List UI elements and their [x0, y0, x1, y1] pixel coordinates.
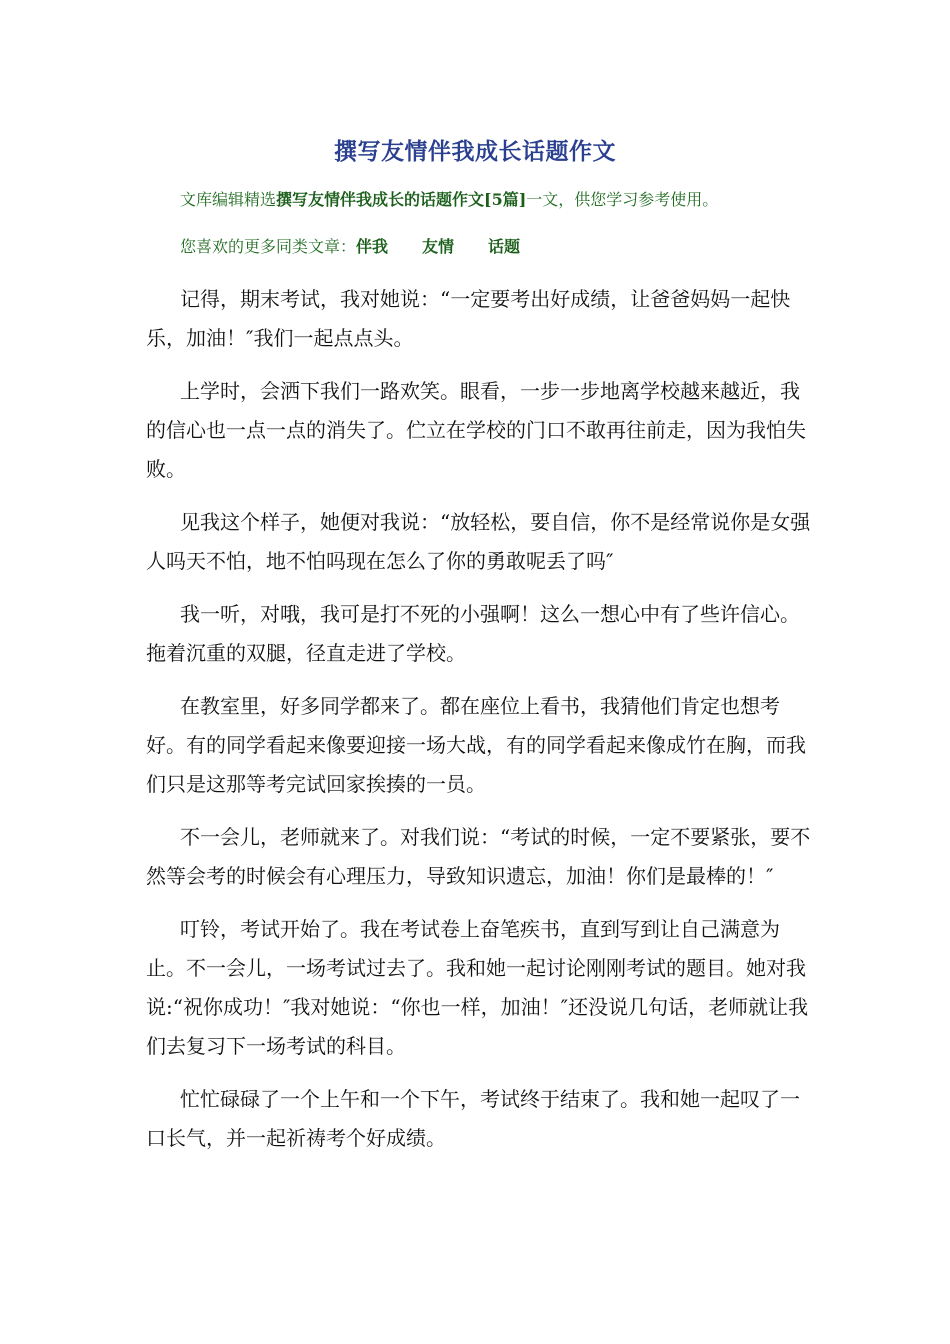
- paragraph: 上学时，会洒下我们一路欢笑。眼看，一步一步地离学校越来越近，我的信心也一点一点的消失了。伫立在学校的门口不敢再往前走，因为我怕失败。: [146, 379, 806, 481]
- intro-suffix: 一文，供您学习参考使用。: [526, 190, 719, 209]
- paragraph: 忙忙碌碌了一个上午和一个下午，考试终于结束了。我和她一起叹了一口长气，并一起祈祷考个好成绩。: [146, 1087, 800, 1150]
- intro-line: [180, 187, 718, 210]
- intro-prefix: 文库编辑精选: [180, 190, 277, 209]
- article-body: [146, 280, 816, 1172]
- paragraph: 不一会儿，老师就来了。对我们说：“考试的时候，一定不要紧张，要不然等会考的时候会有心理压力，导致知识遗忘，加油！你们是最棒的！″: [146, 825, 811, 888]
- related-tag-link[interactable]: 伴我: [356, 237, 389, 256]
- intro-emphasis: 撰写友情伴我成长的话题作文[5篇]: [276, 190, 527, 209]
- related-articles: [180, 234, 554, 257]
- document-title: 撰写友情伴我成长话题作文: [334, 139, 616, 165]
- related-tag-link[interactable]: 话题: [488, 237, 521, 256]
- related-label: 您喜欢的更多同类文章：: [180, 237, 357, 256]
- paragraph: 在教室里，好多同学都来了。都在座位上看书，我猜他们肯定也想考好。有的同学看起来像要迎接一场大战，有的同学看起来像成竹在胸，而我们只是这那等考完试回家挨揍的一员。: [146, 694, 806, 796]
- paragraph: 见我这个样子，她便对我说：“放轻松，要自信，你不是经常说你是女强人吗天不怕，地不怕吗现在怎么了你的勇敢呢丢了吗″: [146, 510, 811, 573]
- paragraph: 记得，期末考试，我对她说：“一定要考出好成绩，让爸爸妈妈一起快乐，加油！″我们一起点点头。: [146, 287, 791, 350]
- paragraph: 叮铃，考试开始了。我在考试卷上奋笔疾书，直到写到让自己满意为止。不一会儿，一场考试过去了。我和她一起讨论刚刚考试的题目。她对我说:“祝你成功！″我对她说：“你也一样，加油！″还没说几句话，老师就让我们去复习下一场考试的科目。: [146, 917, 809, 1058]
- related-tag-link[interactable]: 友情: [422, 237, 455, 256]
- paragraph: 我一听，对哦，我可是打不死的小强啊！这么一想心中有了些许信心。拖着沉重的双腿，径直走进了学校。: [146, 602, 800, 665]
